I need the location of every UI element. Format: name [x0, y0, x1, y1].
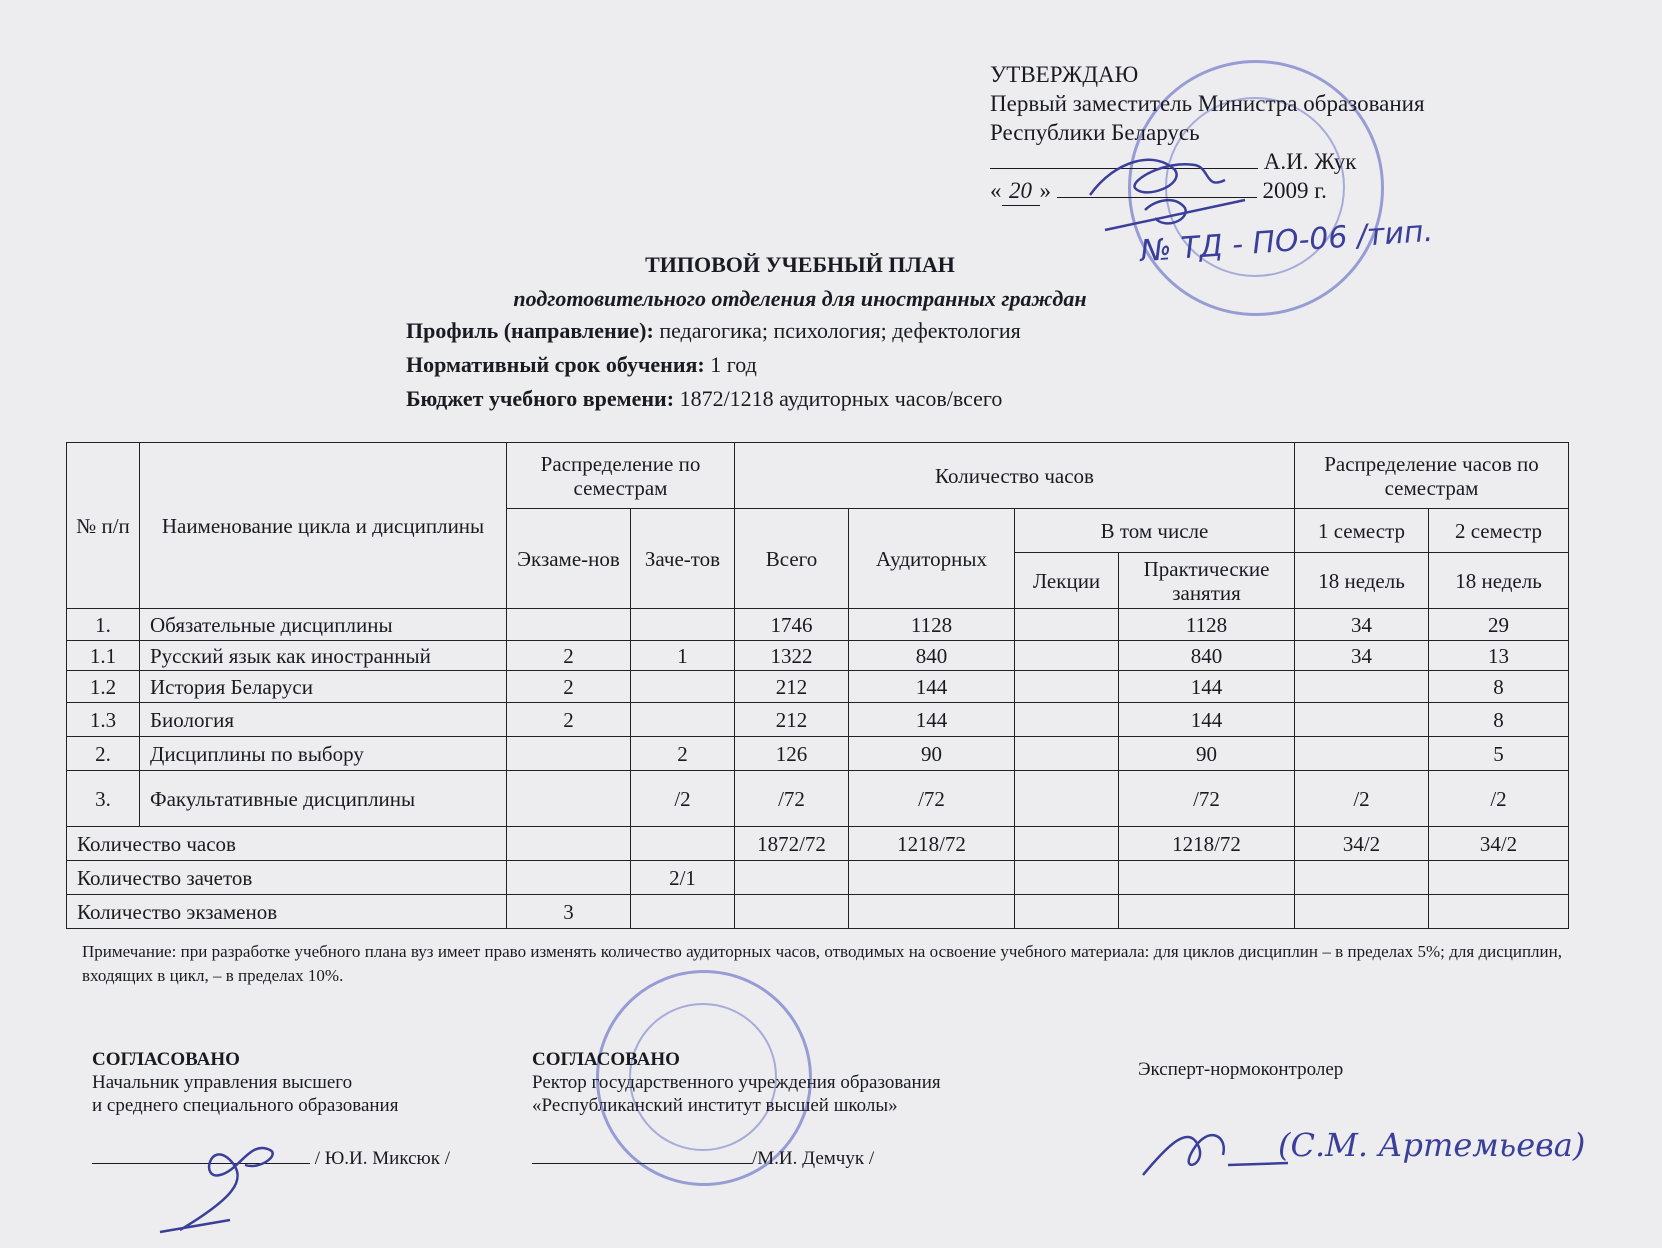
table-row: 1.2 История Беларуси 2 212 144 144 8	[67, 671, 1569, 703]
header-name: Наименование цикла и дисциплины	[140, 443, 507, 609]
header-practical: Практические занятия	[1119, 553, 1295, 609]
table-row: 2. Дисциплины по выбору 2 126 90 90 5	[67, 737, 1569, 771]
header-sem2: 2 семестр	[1429, 509, 1569, 553]
signature-right: Эксперт-нормоконтролер	[1138, 1059, 1344, 1080]
left-handwritten-signature	[140, 1120, 290, 1240]
header-credits: Заче-тов	[631, 509, 735, 609]
approval-date-day: 20	[1002, 176, 1040, 206]
header-weeks1: 18 недель	[1295, 553, 1429, 609]
signer-middle-name: /М.И. Демчук /	[752, 1148, 875, 1169]
document-subtitle: подготовительного отделения для иностранных граждан	[513, 286, 1087, 311]
summary-row: Количество экзаменов 3	[67, 895, 1569, 929]
header-num: № п/п	[67, 443, 140, 609]
approval-heading: УТВЕРЖДАЮ	[990, 62, 1139, 87]
header-sem1: 1 семестр	[1295, 509, 1429, 553]
term-line: Нормативный срок обучения: 1 год	[406, 352, 757, 377]
signature-middle: СОГЛАСОВАНО Ректор государственного учреждения образования «Республиканский институт высшей школы» /М.И. Демчук /	[532, 1049, 941, 1169]
budget-line: Бюджет учебного времени: 1872/1218 аудиторных часов/всего	[406, 386, 1003, 411]
header-hours: Количество часов	[735, 443, 1295, 509]
header-lectures: Лекции	[1015, 553, 1119, 609]
header-exams: Экзаме-нов	[507, 509, 631, 609]
right-handwritten-signature	[1138, 1105, 1298, 1185]
table-row: 3. Факультативные дисциплины /2 /72 /72 /72 /2 /2	[67, 771, 1569, 827]
approval-signature	[1085, 140, 1285, 240]
summary-row: Количество зачетов 2/1	[67, 861, 1569, 895]
signer-left-name: / Ю.И. Миксюк /	[314, 1148, 450, 1169]
summary-row: Количество часов 1872/72 1218/72 1218/72 34/2 34/2	[67, 827, 1569, 861]
expert-name-handwritten: (С.М. Артемьева)	[1278, 1126, 1586, 1164]
approval-date-year: 2009 г.	[1262, 178, 1327, 203]
registration-number: № ТД - ПО-06 /тип.	[1139, 213, 1435, 270]
approval-position-line1: Первый заместитель Министра образования	[990, 91, 1425, 116]
header-auditory: Аудиторных	[849, 509, 1015, 609]
approval-date: « 20 » 2009 г.	[990, 176, 1425, 206]
document-title: ТИПОВОЙ УЧЕБНЫЙ ПЛАН	[645, 252, 955, 277]
header-hours-dist: Распределение часов по семестрам	[1295, 443, 1569, 509]
curriculum-table	[66, 442, 1569, 929]
header-weeks2: 18 недель	[1429, 553, 1569, 609]
header-sem-dist: Распределение по семестрам	[507, 443, 735, 509]
approval-name: А.И. Жук	[1263, 149, 1357, 174]
approval-position-line2: Республики Беларусь	[990, 120, 1200, 145]
table-row: 1.1 Русский язык как иностранный 2 1 1322 840 840 34 13	[67, 641, 1569, 671]
table-row: 1. Обязательные дисциплины 1746 1128 1128 34 29	[67, 609, 1569, 641]
table-row: 1.3 Биология 2 212 144 144 8	[67, 703, 1569, 737]
profile-line: Профиль (направление): педагогика; психология; дефектология	[406, 318, 1021, 343]
header-total: Всего	[735, 509, 849, 609]
footnote: Примечание: при разработке учебного плана вуз имеет право изменять количество аудиторных часов, отводимых на освоение учебного материала: для циклов дисциплин – в пределах 5%; для дисциплин, входящих в цикл, – в пределах 10%.	[82, 942, 1562, 985]
signature-left: СОГЛАСОВАНО Начальник управления высшего и среднего специального образования / Ю.И. Миксюк /	[92, 1049, 450, 1169]
header-including: В том числе	[1015, 509, 1295, 553]
